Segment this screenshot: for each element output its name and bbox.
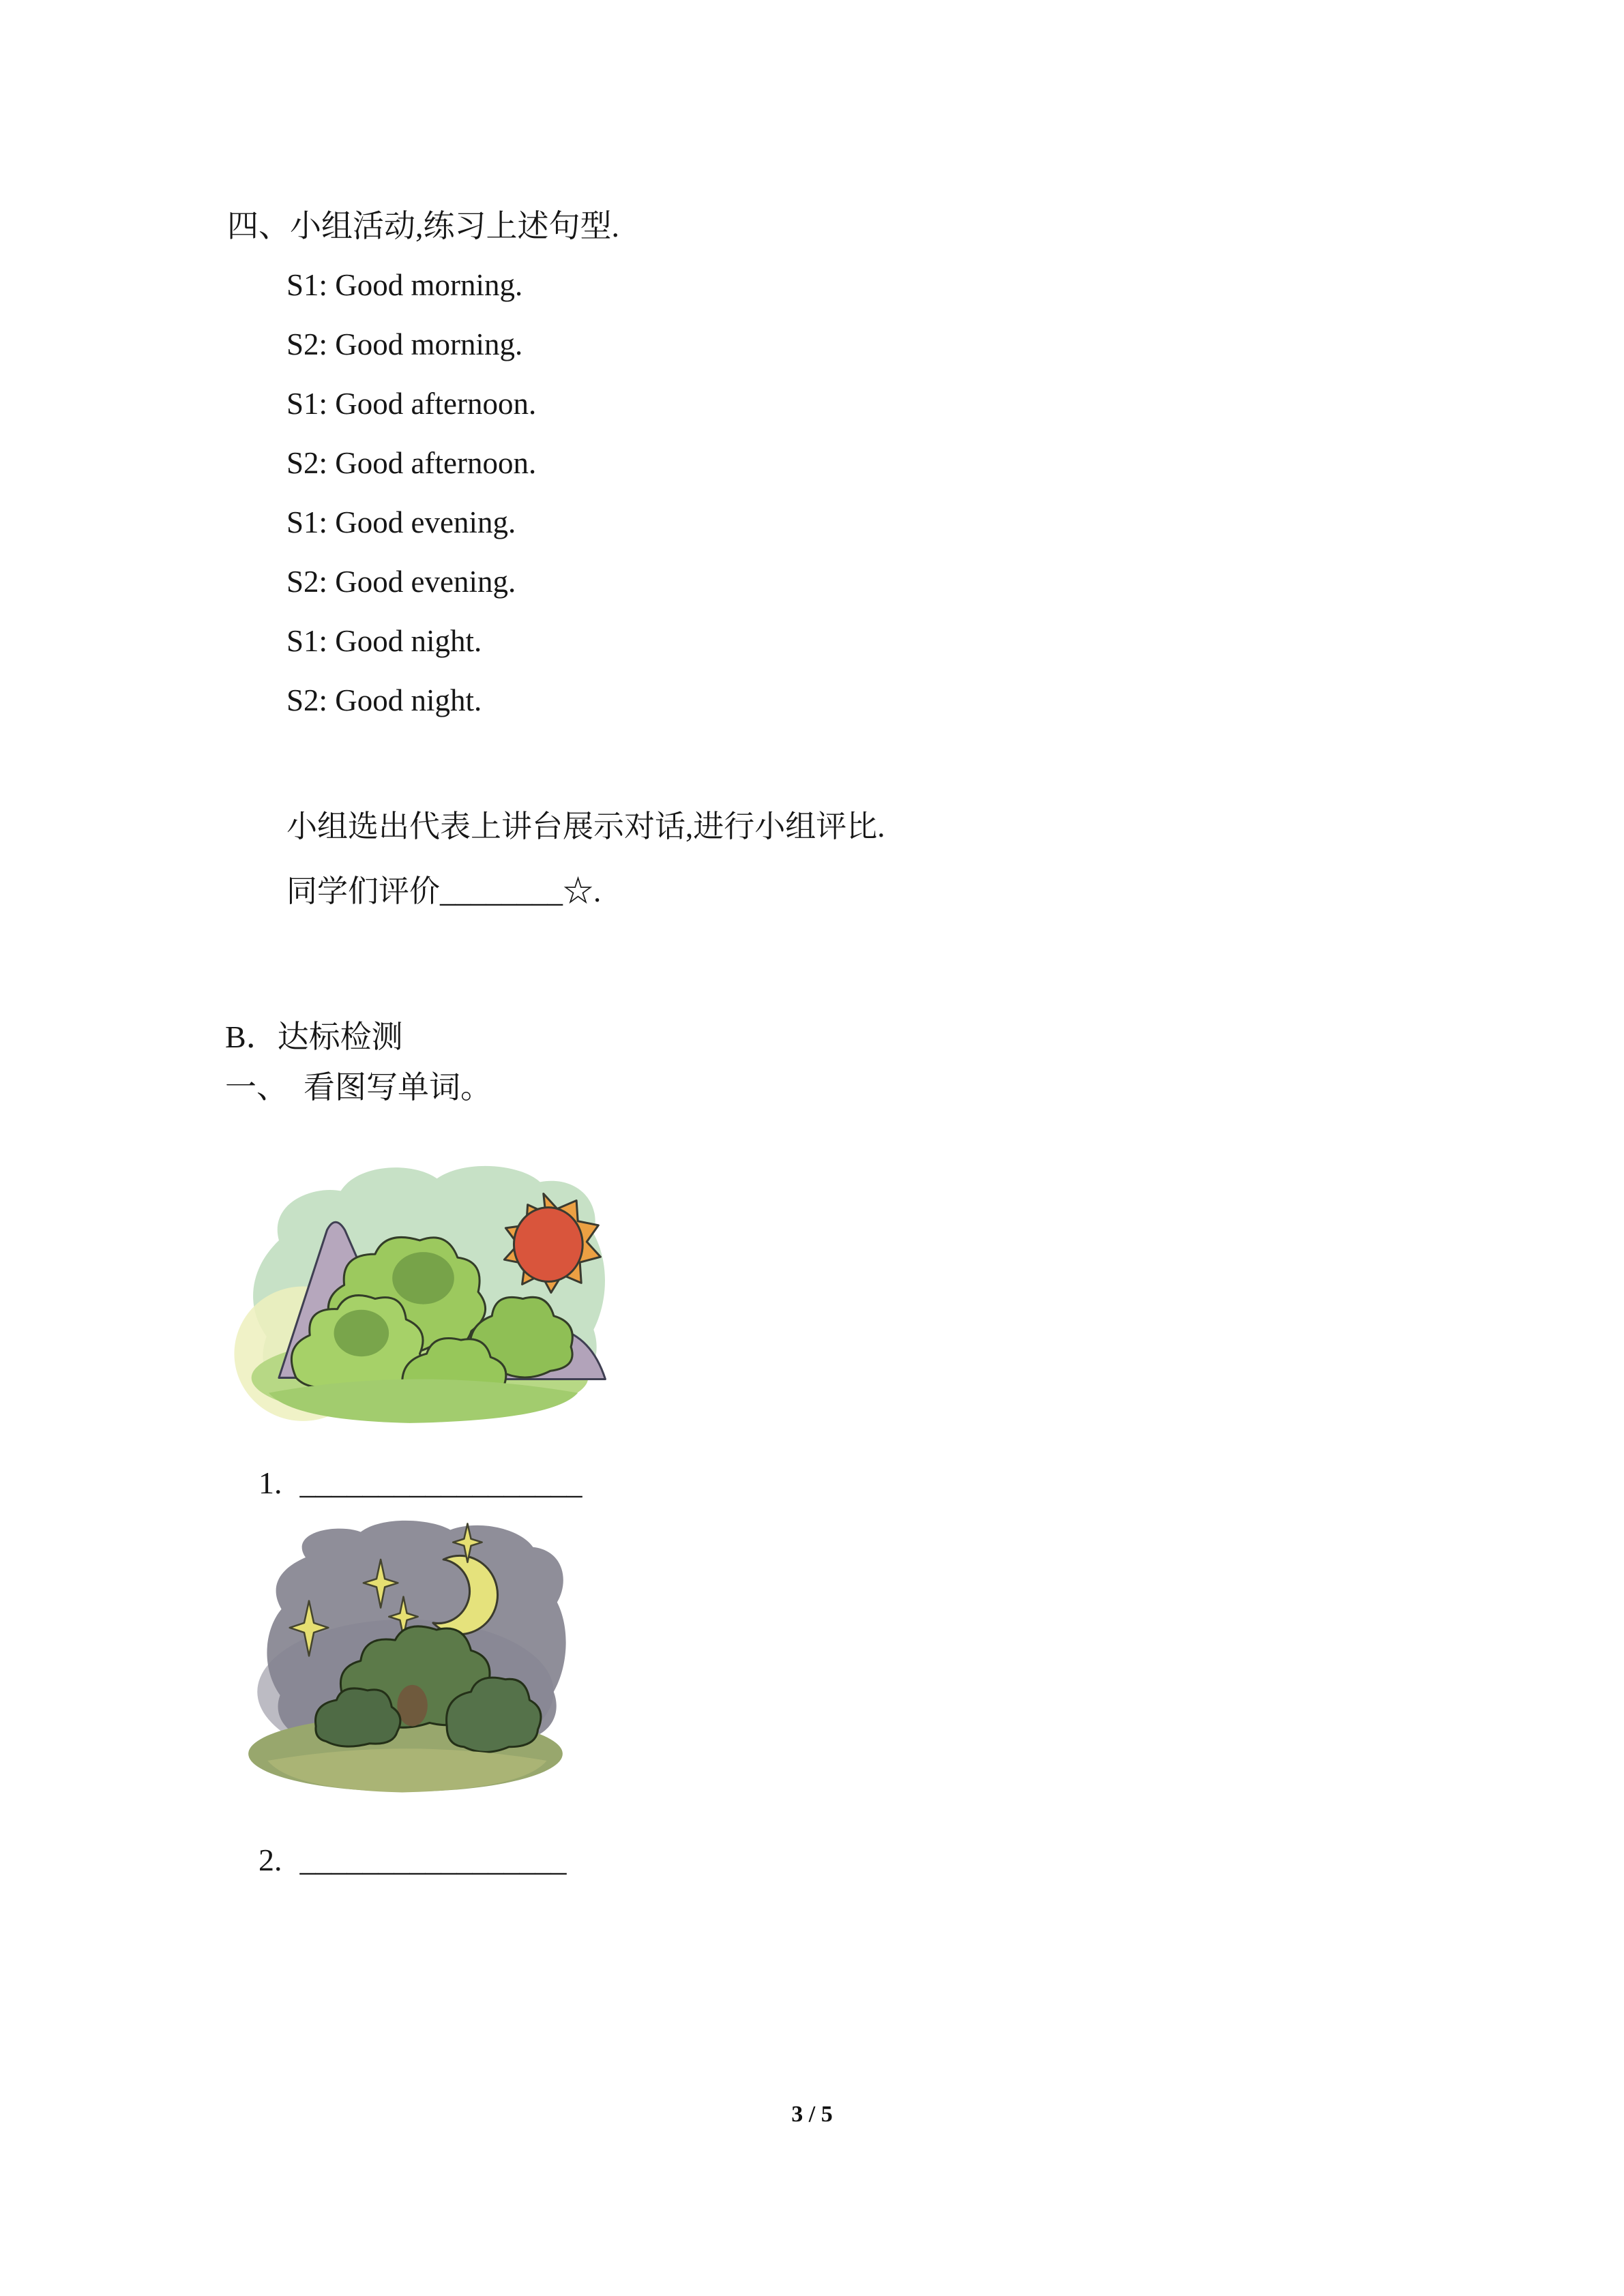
night-scene-illustration	[240, 1495, 571, 1830]
evaluation-line: 同学们评价________☆.	[286, 874, 602, 908]
section4-heading: 四、小组活动,练习上述句型.	[227, 209, 619, 243]
item-1-label: 1.	[259, 1465, 282, 1500]
dialogue-line-5: S1: Good evening.	[286, 505, 516, 539]
group-note: 小组选出代表上讲台展示对话,进行小组评比.	[286, 809, 885, 844]
day-scene-illustration	[231, 1127, 616, 1454]
dialogue-line-1: S1: Good morning.	[286, 268, 523, 302]
night-grass-front	[267, 1748, 546, 1792]
dialogue-line-2: S2: Good morning.	[286, 327, 523, 361]
page-number: 3 / 5	[791, 2102, 833, 2127]
item-2-line	[227, 1806, 567, 1914]
item-2-label: 2.	[259, 1843, 282, 1877]
night-tree-trunk	[397, 1685, 427, 1727]
dialogue-line-7: S1: Good night.	[286, 624, 482, 658]
dialogue-line-3: S1: Good afternoon.	[286, 387, 537, 421]
dialogue-line-6: S2: Good evening.	[286, 565, 516, 599]
sectionB-title: B．达标检测	[225, 1019, 403, 1054]
tree-shade2	[334, 1310, 389, 1357]
item-1-blank: __________________	[299, 1465, 582, 1500]
exercise1-title: 一、 看图写单词。	[225, 1070, 492, 1105]
tree-shade	[392, 1252, 454, 1304]
item-2-blank: _________________	[299, 1843, 567, 1877]
dialogue-line-8: S2: Good night.	[286, 683, 482, 717]
dialogue-line-4: S2: Good afternoon.	[286, 446, 537, 480]
